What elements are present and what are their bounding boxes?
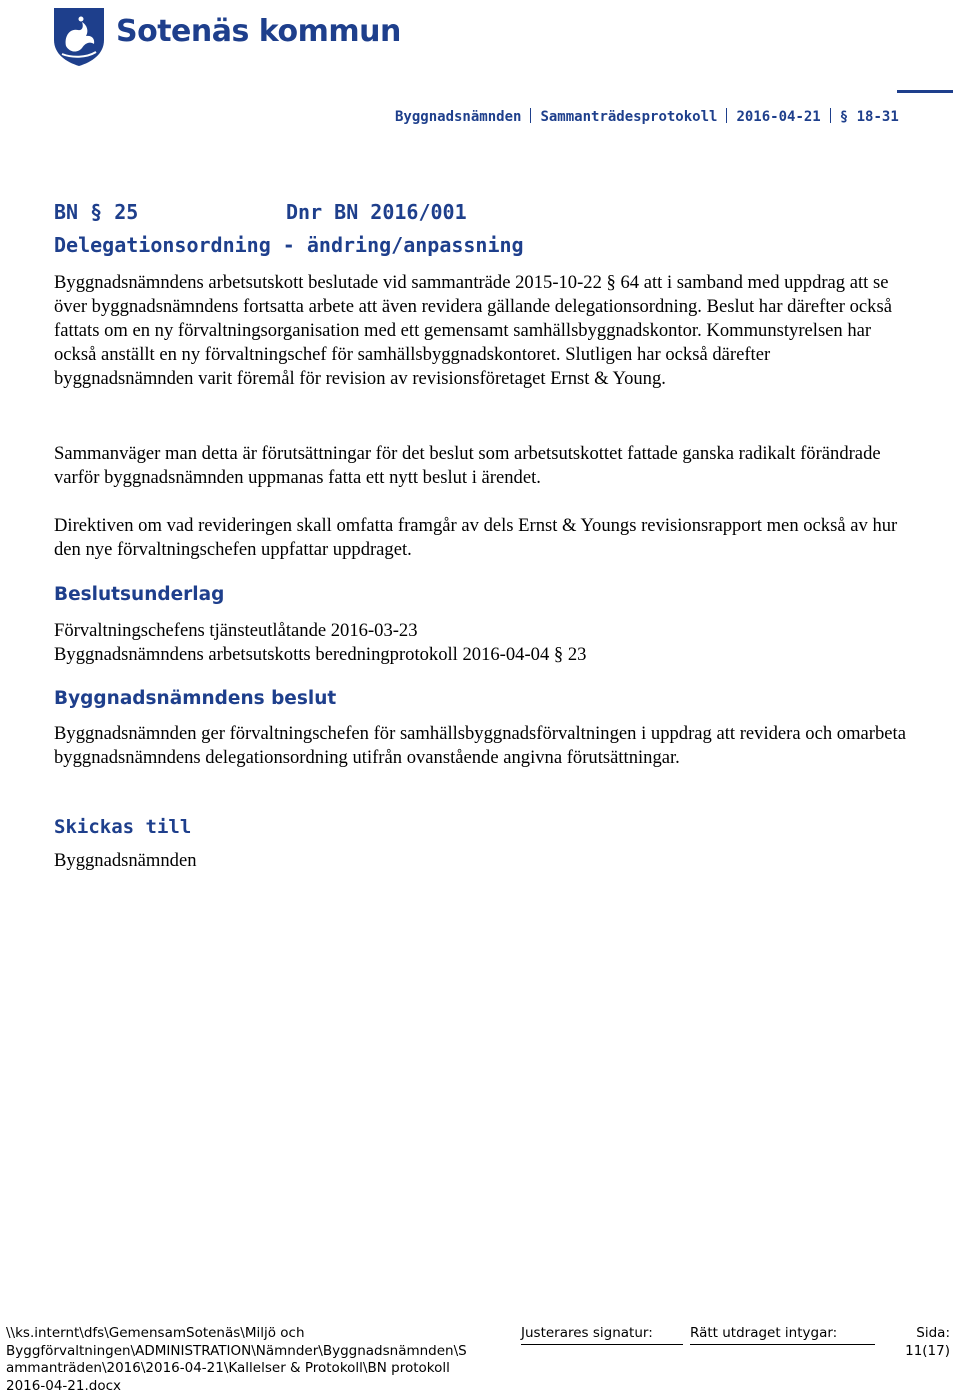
item-heading: [54, 200, 138, 224]
signature-rule: [521, 1344, 683, 1345]
header-separator: [830, 108, 831, 123]
beslut-text: Byggnadsnämnden ger förvaltningschefen för samhällsbyggnadsförvaltningen i uppdrag att revidera och omarbeta byggnadsnämndens delegationsordning utifrån ovanstående angivna förutsättningar.: [54, 722, 914, 770]
path-line: 2016-04-21.docx: [6, 1378, 467, 1395]
municipal-shield-icon: [52, 6, 106, 68]
path-line: Byggförvaltningen\ADMINISTRATION\Nämnder\Byggnadsnämnden\S: [6, 1343, 467, 1361]
beslutsunderlag-item: Förvaltningschefens tjänsteutlåtande 2016-03-23: [54, 620, 418, 642]
justerare-signature-field: [521, 1325, 653, 1341]
header-board: Byggnadsnämnden: [395, 109, 521, 125]
header-doc-type: Sammanträdesprotokoll: [540, 109, 717, 125]
header-date: 2016-04-21: [736, 109, 820, 125]
justerare-label: Justerares signatur:: [521, 1325, 653, 1341]
beslutsunderlag-item: Byggnadsnämndens arbetsutskotts beredningprotokoll 2016-04-04 § 23: [54, 644, 586, 666]
header-paragraph-range: § 18-31: [840, 109, 899, 125]
signature-rule: [690, 1344, 875, 1345]
sotenas-logo: [52, 6, 372, 72]
item-number: BN § 25: [54, 200, 138, 224]
beslut-heading: Byggnadsnämndens beslut: [54, 688, 336, 709]
page-number: 11(17): [905, 1343, 950, 1361]
path-line: ammanträden\2016\2016-04-21\Kallelser & Protokoll\BN protokoll: [6, 1360, 467, 1378]
item-title: Delegationsordning - ändring/anpassning: [54, 233, 524, 257]
header-separator: [530, 108, 531, 123]
logo-wordmark: Sotenäs kommun: [116, 14, 401, 49]
beslutsunderlag-heading: Beslutsunderlag: [54, 584, 224, 605]
ratt-label: Rätt utdraget intygar:: [690, 1325, 837, 1341]
body-paragraph-2: Sammanväger man detta är förutsättningar för det beslut som arbetsutskottet fattade ganska radikalt förändrade varför byggnadsnämnden uppmanas fatta ett nytt beslut i ärendet.: [54, 442, 914, 490]
document-path: [6, 1325, 467, 1395]
item-dnr: Dnr BN 2016/001: [286, 200, 467, 224]
protocol-header: [395, 108, 899, 125]
skickas-recipient: Byggnadsnämnden: [54, 850, 197, 872]
skickas-heading: Skickas till: [54, 816, 191, 838]
body-paragraph-1: Byggnadsnämndens arbetsutskott beslutade vid sammanträde 2015-10-22 § 64 att i samband med uppdrag att se över byggnadsnämndens fortsatta arbete att även revidera gällande delegationsordning. Beslut har därefter också fattats om en ny förvaltningsorganisation med ett gemensamt samhällsbyggnadskontor. Kommunstyrelsen har också anställt en ny förvaltningschef för samhällsbyggnadskontoret. Slutligen har också därefter byggnadsnämnden varit föremål för revision av revisionsföretaget Ernst & Young.: [54, 271, 914, 391]
page-number-block: [905, 1325, 950, 1360]
header-rule: [897, 90, 953, 93]
header-separator: [726, 108, 727, 123]
path-line: \\ks.internt\dfs\GemensamSotenäs\Miljö och: [6, 1325, 467, 1343]
body-paragraph-3: Direktiven om vad revideringen skall omfatta framgår av dels Ernst & Youngs revisionsrapport men också av hur den nye förvaltningschefen uppfattar uppdraget.: [54, 514, 914, 562]
sida-label: Sida:: [905, 1325, 950, 1343]
page-footer: [6, 1325, 956, 1391]
ratt-utdraget-field: [690, 1325, 837, 1341]
